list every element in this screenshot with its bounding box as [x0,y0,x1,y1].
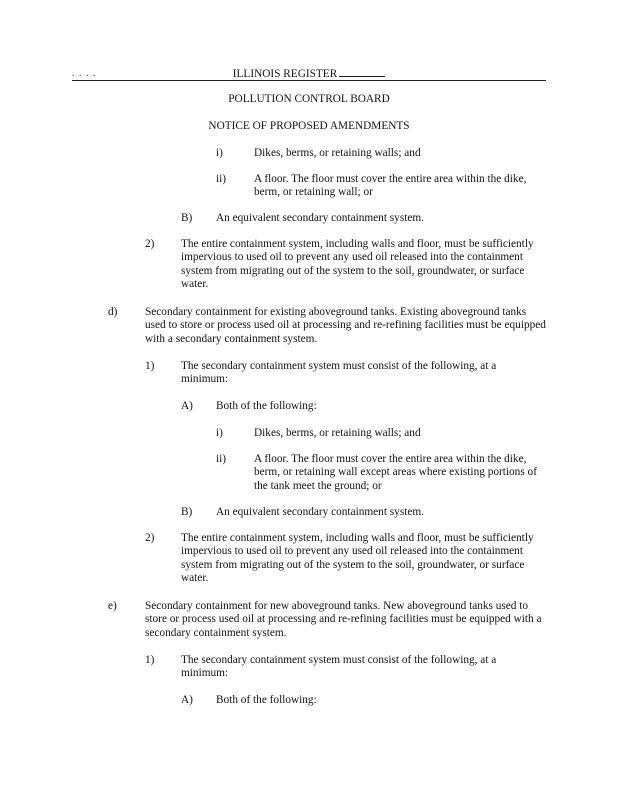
item-text: Both of the following: [216,694,317,706]
item-text: Secondary containment for existing aboveground tanks. Existing aboveground tanks used to store or process used oil at processing and re-refining facilities must be equipped with a secondary containment system. [145,306,546,345]
item-text: Both of the following: [216,400,317,412]
header-rule [72,80,546,81]
item-label: d) [108,306,118,318]
item-text: An equivalent secondary containment system. [216,506,424,518]
item-label: i) [216,147,223,159]
register-name: ILLINOIS REGISTER [232,68,338,80]
item-text: Dikes, berms, or retaining walls; and [254,147,421,159]
item-label: B) [181,506,193,518]
item-text: The secondary containment system must consist of the following, at a minimum: [181,360,497,386]
board-title: POLLUTION CONTROL BOARD [228,93,390,105]
item-text: A floor. The floor must cover the entire area within the dike, berm, or retaining wall except areas where existing portions of the tank meet the ground; or [254,453,537,492]
item-text: An equivalent secondary containment system. [216,212,424,224]
item-label: 2) [145,532,155,544]
item-text: The secondary containment system must consist of the following, at a minimum: [181,654,497,680]
item-label: 2) [145,238,155,250]
item-label: ii) [216,173,227,185]
notice-title: NOTICE OF PROPOSED AMENDMENTS [208,120,410,132]
item-text: Dikes, berms, or retaining walls; and [254,427,421,439]
register-issue-blank [339,66,385,77]
item-label: A) [181,694,193,706]
item-label: 1) [145,654,155,666]
item-label: e) [108,600,117,612]
item-label: A) [181,400,193,412]
item-text: A floor. The floor must cover the entire area within the dike, berm, or retaining wall; or [254,173,527,199]
item-label: ii) [216,453,227,465]
item-label: 1) [145,360,155,372]
item-label: i) [216,427,223,439]
header-dots: . . . . [72,68,97,79]
item-label: B) [181,212,193,224]
item-text: The entire containment system, including walls and floor, must be sufficiently impervious to used oil to prevent any used oil released into the containment system from migrating out of the system to the soil, groundwater, or surface water. [181,238,534,291]
item-text: Secondary containment for new aboveground tanks. New aboveground tanks used to store or process used oil at processing and re-refining facilities must be equipped with a secondary containment system. [145,600,542,639]
item-text: The entire containment system, including walls and floor, must be sufficiently impervious to used oil to prevent any used oil released into the containment system from migrating out of the system to the soil, groundwater, or surface water. [181,532,534,585]
